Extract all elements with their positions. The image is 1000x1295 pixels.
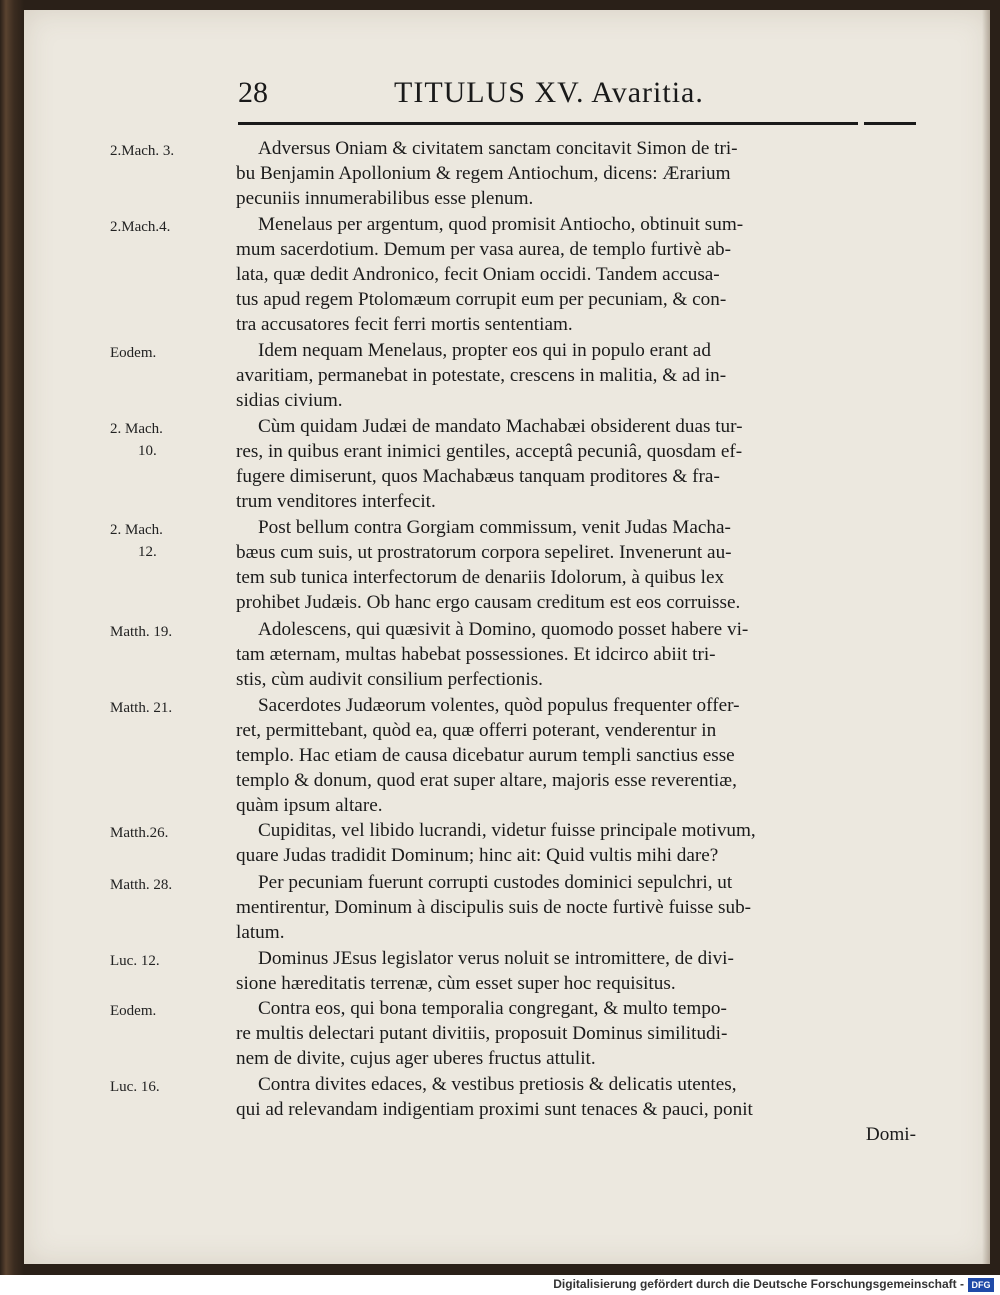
entry-text: Adolescens, qui quæsivit à Domino, quomodo posset habere vi- tam æternam, multas habebat possessiones. Et idcirco abiit tri- stis, cùm audivit consilium perfectionis. <box>236 619 749 690</box>
running-title: TITULUS XV. Avaritia. <box>394 76 704 109</box>
page-header <box>238 76 858 116</box>
entry-text: Idem nequam Menelaus, propter eos qui in populo erant ad avaritiam, permanebat in potestate, crescens in malitia, & ad in- sidias civium. <box>236 340 727 411</box>
margin-reference: 2. Mach. 10. <box>110 421 163 459</box>
funding-credit: Digitalisierung gefördert durch die Deutsche Forschungsgemeinschaft - <box>553 1277 964 1291</box>
page-edge-shadow <box>982 10 990 1264</box>
entry-text: Contra divites edaces, & vestibus pretiosis & delicatis utentes, qui ad relevandam indigentiam proximi sunt tenaces & pauci, ponit Domi- <box>236 1074 916 1145</box>
margin-reference: Eodem. <box>110 1003 157 1019</box>
entry-text: Contra eos, qui bona temporalia congregant, & multo tempo- re multis delectari putant divitiis, proposuit Dominus similitudi- nem de divite, cujus ager uberes fructus attulit. <box>236 998 728 1069</box>
header-rule <box>238 122 858 125</box>
entry-text: Sacerdotes Judæorum volentes, quòd populus frequenter offer- ret, permittebant, quòd ea, quæ offerri poterant, venderentur in templo. Hac etiam de causa dicebatur aurum templi sanctius esse templo & donum, quod erat super altare, majoris esse reverentiæ, quàm ipsum altare. <box>236 695 740 816</box>
margin-reference: Luc. 16. <box>110 1079 160 1095</box>
margin-reference: Eodem. <box>110 345 157 361</box>
catchword: Domi- <box>865 1124 916 1145</box>
entry-text: Cùm quidam Judæi de mandato Machabæi obsiderent duas tur- res, in quibus erant inimici gentiles, acceptâ pecuniâ, quosdam ef- fugere dimiserunt, quos Machabæus tanquam proditores & fra- trum venditores interfecit. <box>236 416 743 512</box>
margin-reference: 2.Mach. 3. <box>110 143 175 159</box>
footer-bar <box>0 1275 1000 1295</box>
entry-text: Cupiditas, vel libido lucrandi, videtur fuisse principale motivum, quare Judas tradidit Dominum; hinc ait: Quid vultis mihi dare? <box>236 820 756 866</box>
entry-text: Adversus Oniam & civitatem sanctam concitavit Simon de tri- bu Benjamin Apollonium & regem Antiochum, dicens: Ærarium pecuniis innumerabilibus esse plenum. <box>236 138 738 209</box>
margin-reference: Matth. 19. <box>110 624 173 640</box>
margin-reference: Luc. 12. <box>110 953 160 969</box>
entry-text: Post bellum contra Gorgiam commissum, venit Judas Macha- bæus cum suis, ut prostratorum corpora sepeliret. Invenerunt au- tem sub tunica interfectorum de denariis Idolorum, à quibus lex prohibet Judæis. Ob hanc ergo causam creditum est eos corruisse. <box>236 517 741 613</box>
entry-text: Dominus JEsus legislator verus noluit se intromittere, de divi- sione hæreditatis terrenæ, cùm esset super hoc requisitus. <box>236 948 734 994</box>
header-rule-end <box>864 122 916 125</box>
dfg-logo: DFG <box>968 1278 994 1292</box>
margin-reference: Matth. 21. <box>110 700 173 716</box>
entry-text: Per pecuniam fuerunt corrupti custodes dominici sepulchri, ut mentirentur, Dominum à discipulis suis de nocte furtivè fuisse sub- latum. <box>236 872 752 943</box>
margin-reference: 2.Mach.4. <box>110 219 171 235</box>
margin-reference: Matth.26. <box>110 825 169 841</box>
margin-reference: 2. Mach. 12. <box>110 522 163 560</box>
entry-text: Menelaus per argentum, quod promisit Antiocho, obtinuit sum- mum sacerdotium. Demum per vasa aurea, de templo furtivè ab- lata, quæ dedit Andronico, fecit Oniam occidi. Tandem accusa- tus apud regem Ptolomæum corrupit eum per pecuniam, & con- tra accusatores fecit ferri mortis sententiam. <box>236 214 744 335</box>
margin-reference: Matth. 28. <box>110 877 173 893</box>
page-number: 28 <box>238 76 268 109</box>
